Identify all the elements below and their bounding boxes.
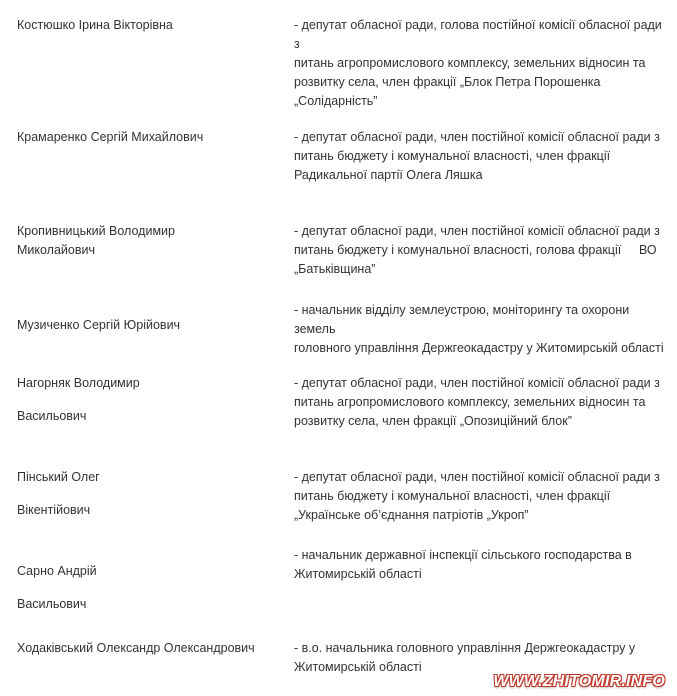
member-description: - начальник державної інспекції сільського господарства в Житомирській області [294, 548, 632, 581]
member-name: Музиченко Сергій Юрійович [17, 318, 181, 332]
member-description: - депутат обласної ради, член постійної комісії обласної ради з питань агропромислового комплексу, земельних відносин та розвитку села, член фракції „Опозиційний блок” [294, 376, 660, 428]
site-watermark: WWW.ZHITOMIR.INFO [493, 673, 665, 690]
member-description: - депутат обласної ради, член постійної комісії обласної ради з питань бюджету і комунальної власності, голова фракції ВО „Батьківщина” [294, 224, 660, 276]
member-name: Сарно Андрій Васильович [17, 564, 97, 611]
member-description: - депутат обласної ради, голова постійної комісії обласної ради з питань агропромислового комплексу, земельних відносин та розвитку села, член фракції „Блок Петра Порошенка „Солідарність” [294, 18, 662, 108]
member-name: Крамаренко Сергій Михайлович [17, 130, 204, 144]
member-description: - депутат обласної ради, член постійної комісії обласної ради з питань бюджету і комунальної власності, член фракції Радикальної партії Олега Ляшка [294, 130, 660, 182]
member-name: Нагорняк Володимир Васильович [17, 376, 140, 423]
member-description: - начальник відділу землеустрою, моніторингу та охорони земель головного управління Держгеокадастру у Житомирській області [294, 303, 664, 355]
member-name: Кропивницький Володимир Миколайович [17, 224, 175, 257]
member-name: Пінський Олег Вікентійович [17, 470, 100, 517]
member-name: Ходаківський Олександр Олександрович [17, 641, 255, 655]
member-name: Костюшко Ірина Вікторівна [17, 18, 173, 32]
member-description: - депутат обласної ради, член постійної комісії обласної ради з питань бюджету і комунальної власності, член фракції „Українське об’єднання патріотів „Укроп” [294, 470, 660, 522]
member-description: - в.о. начальника головного управління Держгеокадастру у Житомирській області [294, 641, 636, 674]
